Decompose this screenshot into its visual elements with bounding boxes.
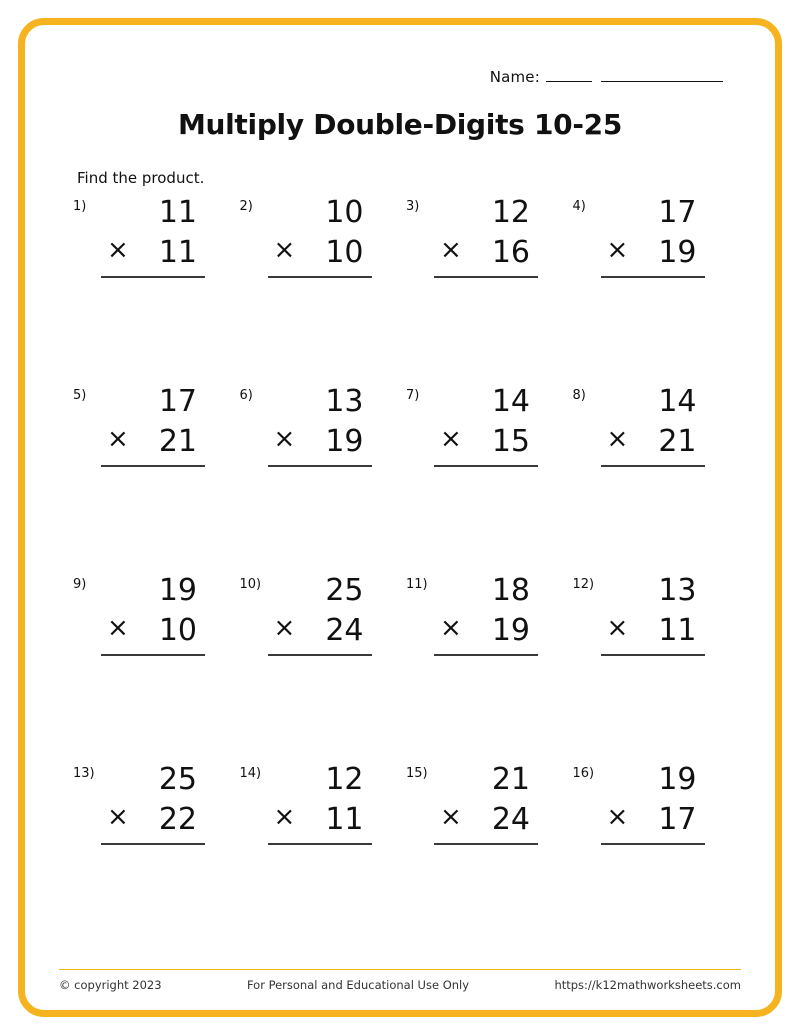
multiplier: 24 <box>325 612 364 648</box>
problem-stack <box>268 760 372 845</box>
multiplier: 16 <box>491 234 530 270</box>
problem-stack <box>101 571 205 656</box>
multiply-icon: × <box>606 234 629 265</box>
multiply-icon: × <box>273 234 296 265</box>
problem-item <box>67 382 234 571</box>
multiplier-row <box>434 233 538 279</box>
multiplicand: 14 <box>658 384 697 419</box>
problem-number: 13) <box>73 766 95 781</box>
problem-item <box>234 382 401 571</box>
multiplier: 24 <box>491 801 530 837</box>
multiply-icon: × <box>606 423 629 454</box>
problem-number: 5) <box>73 388 87 403</box>
footer-url[interactable]: https://k12mathworksheets.com <box>554 978 741 992</box>
multiplicand: 21 <box>491 762 530 797</box>
usage-text: For Personal and Educational Use Only <box>246 978 470 992</box>
problem-number: 11) <box>406 577 428 592</box>
multiplier-row <box>268 800 372 846</box>
problem-number: 7) <box>406 388 420 403</box>
problem-stack <box>101 193 205 278</box>
problem-stack <box>601 193 705 278</box>
multiplier: 11 <box>158 234 197 270</box>
problem-item <box>567 760 734 949</box>
problem-item <box>234 760 401 949</box>
worksheet-content <box>25 25 775 1010</box>
multiply-icon: × <box>606 801 629 832</box>
problem-item <box>234 571 401 760</box>
multiplier-row <box>434 800 538 846</box>
multiplier-row <box>601 800 705 846</box>
worksheet-border <box>18 18 782 1017</box>
multiplier: 22 <box>158 801 197 837</box>
multiplier-row <box>268 233 372 279</box>
problem-stack <box>434 760 538 845</box>
multiply-icon: × <box>440 801 462 832</box>
multiplier-row <box>434 422 538 468</box>
multiplier: 10 <box>325 234 364 270</box>
problem-stack <box>601 571 705 656</box>
multiplicand: 18 <box>491 573 530 608</box>
multiplier: 15 <box>491 423 530 459</box>
multiplier: 21 <box>658 423 697 459</box>
multiply-icon: × <box>440 612 462 643</box>
problem-item <box>67 760 234 949</box>
multiplicand: 17 <box>158 384 197 419</box>
problem-number: 2) <box>239 199 253 214</box>
name-label: Name: <box>489 68 540 86</box>
copyright-text: © copyright 2023 <box>59 978 162 992</box>
multiply-icon: × <box>107 423 129 454</box>
multiplier-row <box>601 233 705 279</box>
problem-stack <box>101 382 205 467</box>
problem-stack <box>434 571 538 656</box>
problem-item <box>400 571 567 760</box>
multiplier-row <box>601 611 705 657</box>
multiplier: 11 <box>658 612 697 648</box>
multiplier: 17 <box>658 801 697 837</box>
multiplier: 19 <box>325 423 364 459</box>
problem-number: 3) <box>406 199 420 214</box>
multiplier-row <box>101 422 205 468</box>
multiply-icon: × <box>440 423 462 454</box>
problem-stack <box>601 382 705 467</box>
name-blank-short[interactable] <box>546 67 592 82</box>
multiply-icon: × <box>273 612 296 643</box>
multiply-icon: × <box>107 612 129 643</box>
multiplier: 10 <box>158 612 197 648</box>
problem-item <box>400 760 567 949</box>
multiplier: 21 <box>158 423 197 459</box>
problem-number: 6) <box>239 388 253 403</box>
footer-divider <box>59 969 741 970</box>
problem-item <box>67 571 234 760</box>
problem-item <box>567 571 734 760</box>
name-blank-long[interactable] <box>601 67 723 82</box>
multiplier-row <box>601 422 705 468</box>
multiplier: 11 <box>325 801 364 837</box>
multiplicand: 10 <box>325 195 364 230</box>
problem-number: 10) <box>239 577 262 592</box>
problem-stack <box>268 382 372 467</box>
page-title: Multiply Double-Digits 10-25 <box>177 108 623 141</box>
problem-stack <box>268 193 372 278</box>
multiplicand: 25 <box>325 573 364 608</box>
problem-stack <box>268 571 372 656</box>
problem-item <box>400 382 567 571</box>
problem-number: 9) <box>73 577 87 592</box>
problem-stack <box>601 760 705 845</box>
multiplier-row <box>101 233 205 279</box>
problem-number: 12) <box>572 577 595 592</box>
multiplicand: 25 <box>158 762 197 797</box>
multiplier-row <box>101 800 205 846</box>
multiplier-row <box>434 611 538 657</box>
multiplicand: 13 <box>658 573 697 608</box>
multiply-icon: × <box>107 801 129 832</box>
multiplicand: 12 <box>325 762 364 797</box>
multiplier-row <box>268 422 372 468</box>
multiplicand: 19 <box>158 573 197 608</box>
problem-grid <box>67 193 733 949</box>
problem-item <box>400 193 567 382</box>
instruction-text: Find the product. <box>77 169 205 187</box>
problem-item <box>234 193 401 382</box>
problem-number: 16) <box>572 766 595 781</box>
multiply-icon: × <box>440 234 462 265</box>
multiplicand: 14 <box>491 384 530 419</box>
problem-number: 4) <box>572 199 586 214</box>
multiplier-row <box>268 611 372 657</box>
multiplicand: 19 <box>658 762 697 797</box>
problem-item <box>567 193 734 382</box>
multiply-icon: × <box>273 801 296 832</box>
page-footer <box>59 969 741 992</box>
multiply-icon: × <box>107 234 129 265</box>
problem-number: 8) <box>572 388 586 403</box>
problem-item <box>567 382 734 571</box>
problem-number: 1) <box>73 199 87 214</box>
multiplier-row <box>101 611 205 657</box>
problem-stack <box>101 760 205 845</box>
multiply-icon: × <box>273 423 296 454</box>
name-field-row <box>67 67 723 86</box>
problem-item <box>67 193 234 382</box>
multiplicand: 12 <box>491 195 530 230</box>
multiplier: 19 <box>658 234 697 270</box>
multiplicand: 11 <box>158 195 197 230</box>
problem-stack <box>434 193 538 278</box>
footer-row <box>59 978 741 992</box>
multiply-icon: × <box>606 612 629 643</box>
problem-number: 14) <box>239 766 262 781</box>
multiplicand: 13 <box>325 384 364 419</box>
multiplicand: 17 <box>658 195 697 230</box>
multiplier: 19 <box>491 612 530 648</box>
problem-number: 15) <box>406 766 428 781</box>
problem-stack <box>434 382 538 467</box>
